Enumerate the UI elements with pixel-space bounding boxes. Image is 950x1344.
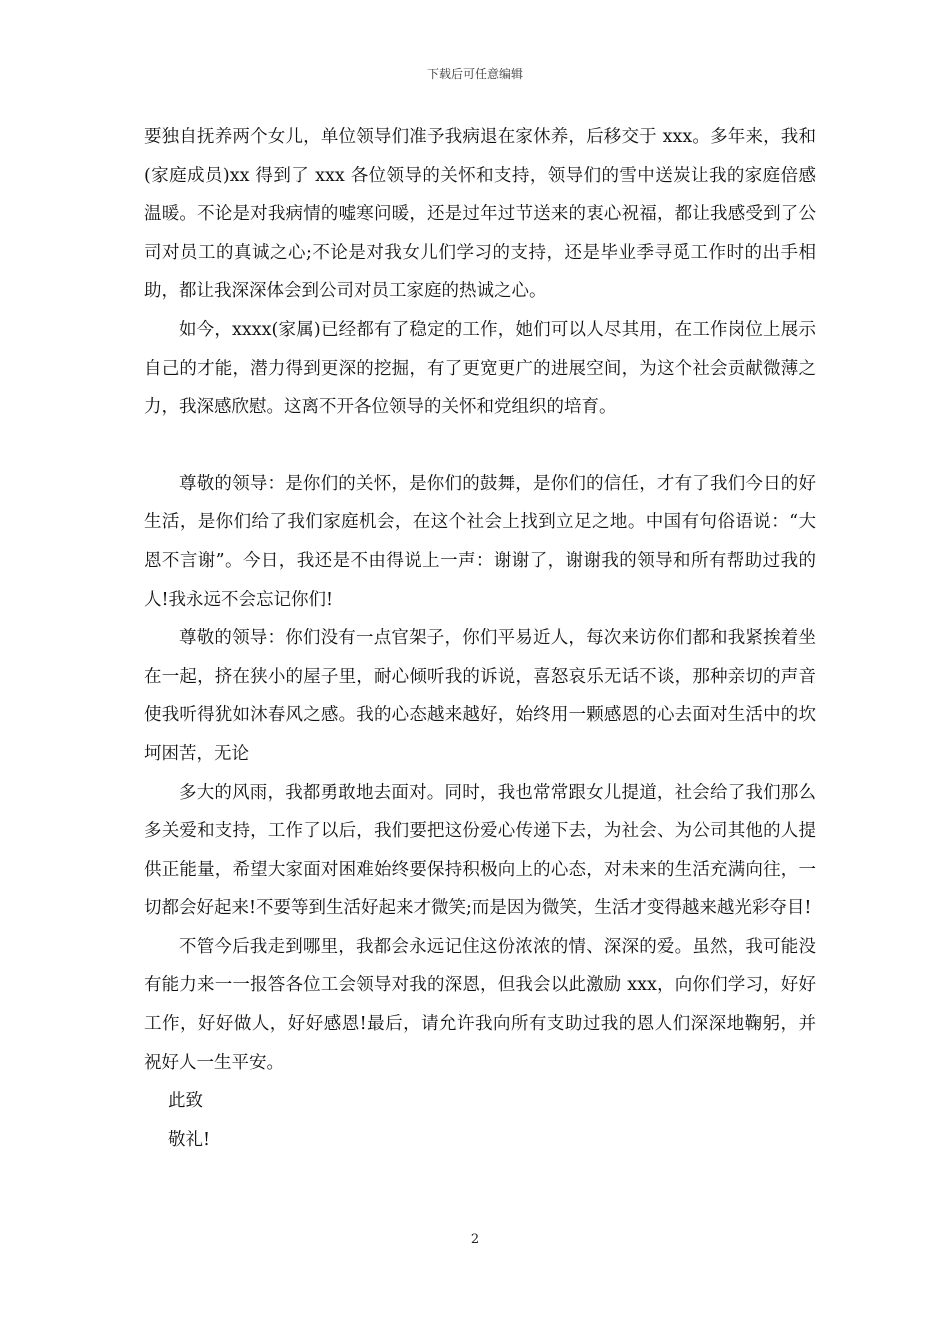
paragraph-family-update: 如今，xxxx(家属)已经都有了稳定的工作，她们可以人尽其用，在工作岗位上展示自己的才能，潜力得到更深的挖掘，有了更宽更广的进展空间，为这个社会贡献微薄之力，我深感欣慰。这离不开各位领导的关怀和党组织的培育。: [144, 319, 816, 418]
page-number: 2: [470, 1232, 480, 1247]
paragraph-continued: 要独自抚养两个女儿，单位领导们准予我病退在家休养，后移交于 xxx。多年来，我和(家庭成员)xx 得到了 xxx 各位领导的关怀和支持，领导们的雪中送炭让我的家庭倍感温暖。不论是对我病情的嘘寒问暖，还是过年过节送来的衷心祝福，都让我感受到了公司对员工的真诚之心;不论是对我女儿们学习的支持，还是毕业季寻觅工作时的出手相助，都让我深深体会到公司对员工家庭的热诚之心。: [144, 127, 816, 302]
letter-body: [144, 118, 816, 1159]
paragraph-gratitude: 尊敬的领导：是你们的关怀，是你们的鼓舞，是你们的信任，才有了我们今日的好生活，是你们给了我们家庭机会，在这个社会上找到立足之地。中国有句俗语说：“大恩不言谢”。今日，我还是不由得说上一声：谢谢了，谢谢我的领导和所有帮助过我的人!我永远不会忘记你们!: [144, 473, 816, 610]
paragraph-promise: 不管今后我走到哪里，我都会永远记住这份浓浓的情、深深的爱。虽然，我可能没有能力来一一报答各位工会领导对我的深恩，但我会以此激励 xxx，向你们学习，好好工作，好好做人，好好感恩!最后，请允许我向所有支助过我的恩人们深深地鞠躬，并祝好人一生平安。: [144, 936, 816, 1073]
closing-salutation: 此致: [168, 1091, 203, 1112]
page-header: 下载后可任意编辑: [426, 67, 523, 81]
closing-regards: 敬礼!: [168, 1129, 211, 1150]
paragraph-courage: 多大的风雨，我都勇敢地去面对。同时，我也常常跟女儿提道，社会给了我们那么多关爱和支持，工作了以后，我们要把这份爱心传递下去，为社会、为公司其他的人提供正能量，希望大家面对困难始终要保持积极向上的心态，对未来的生活充满向往，一切都会好起来!不要等到生活好起来才微笑;而是因为微笑，生活才变得越来越光彩夺目!: [144, 782, 816, 919]
paragraph-leaders-visits: 尊敬的领导：你们没有一点官架子，你们平易近人，每次来访你们都和我紧挨着坐在一起，挤在狭小的屋子里，耐心倾听我的诉说，喜怒哀乐无话不谈，那种亲切的声音使我听得犹如沐春风之感。我的心态越来越好，始终用一颗感恩的心去面对生活中的坎坷困苦，无论: [144, 628, 816, 764]
paragraph-gap: [144, 427, 816, 465]
